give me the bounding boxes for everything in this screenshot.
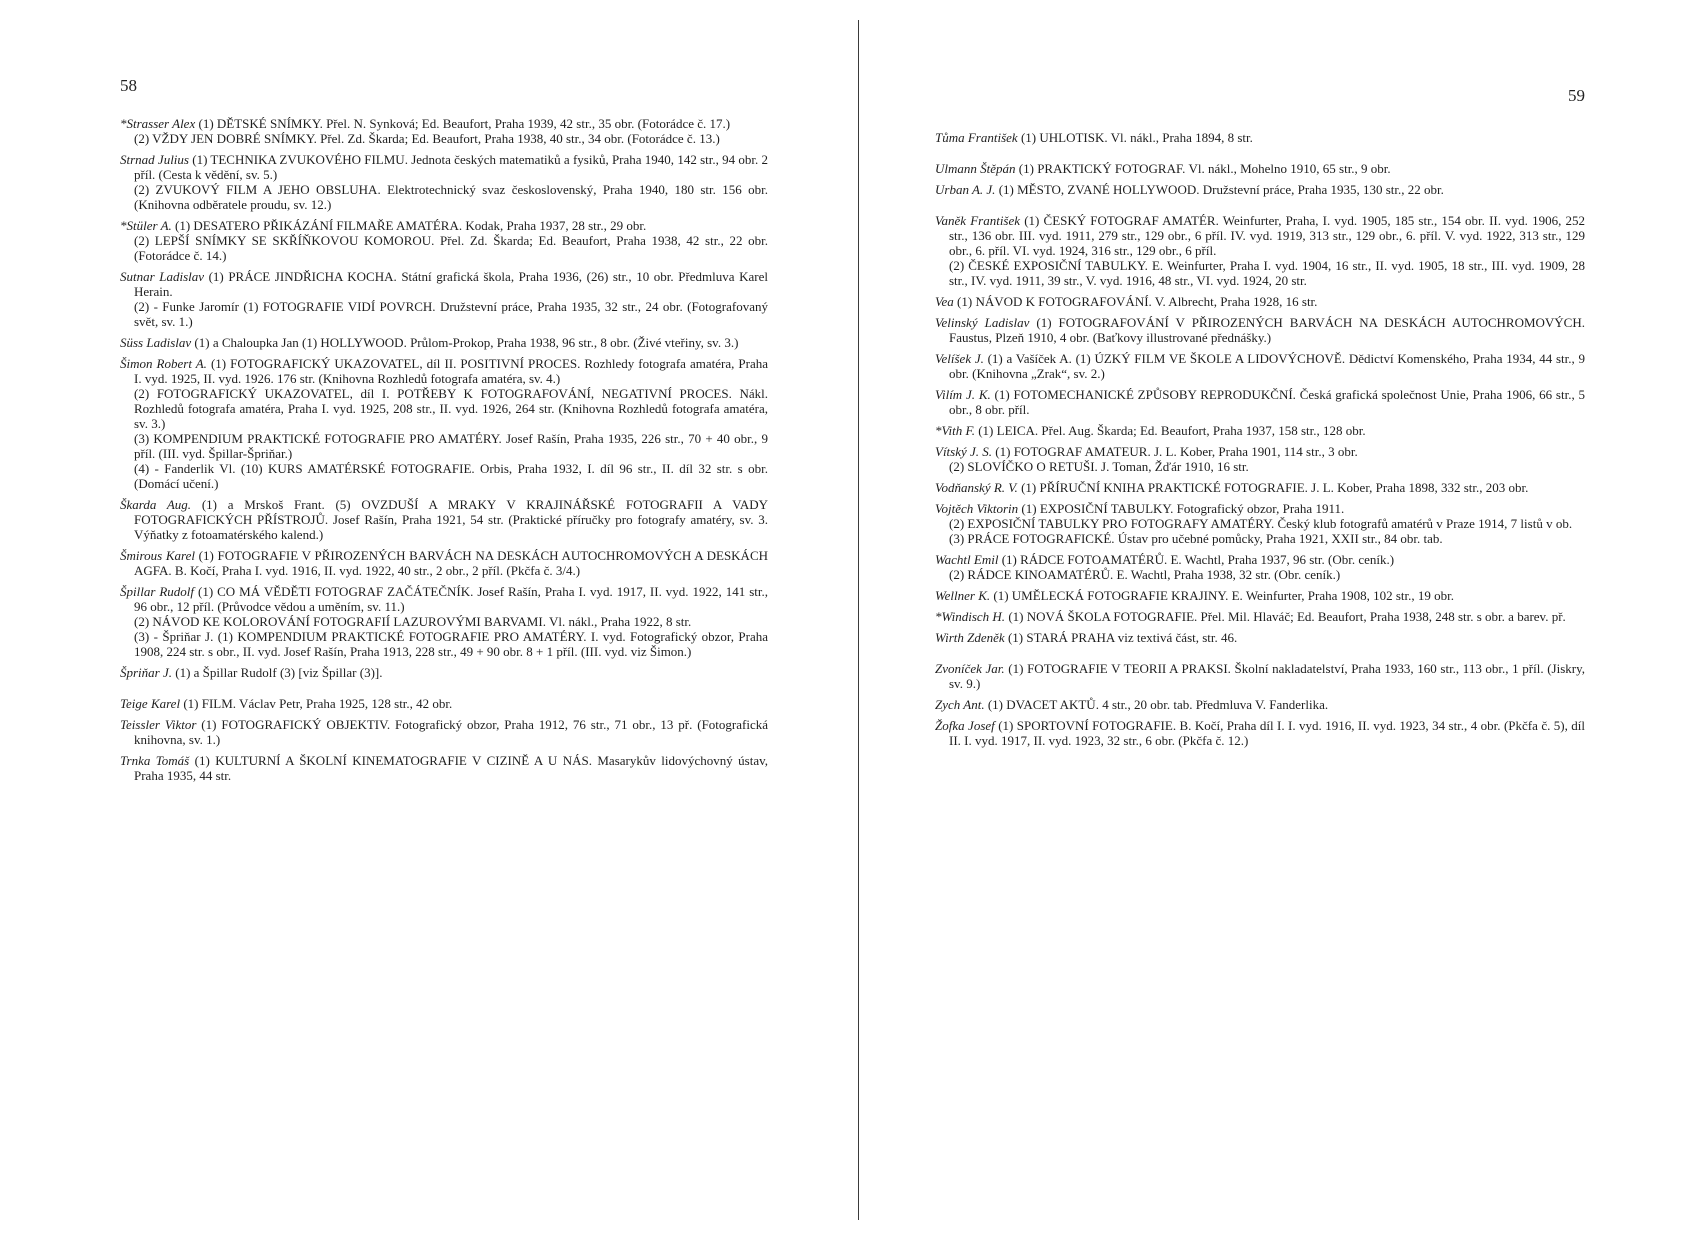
page-gutter <box>858 20 859 1220</box>
entry-text: (1) PŘÍRUČNÍ KNIHA PRAKTICKÉ FOTOGRAFIE. J. L. Kober, Praha 1898, 332 str., 203 obr. <box>1017 480 1529 495</box>
bibliography-entry <box>120 753 768 783</box>
entry-author: Ulmann Štěpán <box>935 161 1016 176</box>
entry-author: Vodňanský R. V. <box>935 480 1018 495</box>
entry-subitem: (2) ZVUKOVÝ FILM A JEHO OBSLUHA. Elektrotechnický svaz československý, Praha 1940, 180 str. 156 obr. (Knihovna odběratele proudu, sv. 12.) <box>134 182 768 212</box>
entry-author: Zvoníček Jar. <box>935 661 1005 676</box>
entry-text: (1) FOTOMECHANICKÉ ZPŮSOBY REPRODUKČNÍ. Česká grafická společnost Unie, Praha 1906, 66 str., 5 obr., 8 obr. příl. <box>949 387 1585 417</box>
entry-author: *Stüler A. <box>120 218 172 233</box>
entry-text: (1) SPORTOVNÍ FOTOGRAFIE. B. Kočí, Praha díl I. I. vyd. 1916, II. vyd. 1923, 34 str., 4 obr. (Pkčfa č. 5), díl II. I. vyd. 1917, II. vyd. 1923, 32 str., 6 obr. (Pkčfa č. 12.) <box>949 718 1586 748</box>
entry-text: (1) NÁVOD K FOTOGRAFOVÁNÍ. V. Albrecht, Praha 1928, 16 str. <box>953 294 1318 309</box>
bibliography-entry <box>120 152 768 212</box>
left-entry-list <box>120 116 768 789</box>
entry-author: Špriňar J. <box>120 665 172 680</box>
entry-subitem: (2) ČESKÉ EXPOSIČNÍ TABULKY. E. Weinfurter, Praha I. vyd. 1904, 16 str., II. vyd. 1905, 18 str., III. vyd. 1909, 28 str., IV. vyd. 1911, 39 str., V. vyd. 1916, 48 str., VI. vyd. 1924, 20 str. <box>949 258 1585 288</box>
entry-subitem: (4) - Fanderlik Vl. (10) KURS AMATÉRSKÉ FOTOGRAFIE. Orbis, Praha 1932, I. díl 96 str., II. díl 32 str. s obr. (Domácí učení.) <box>134 461 768 491</box>
entry-text: (1) DĚTSKÉ SNÍMKY. Přel. N. Synková; Ed. Beaufort, Praha 1939, 42 str., 35 obr. (Fotorádce č. 17.) <box>195 116 731 131</box>
bibliography-entry <box>120 356 768 491</box>
bibliography-entry <box>120 335 768 350</box>
entry-text: (1) FOTOGRAFICKÝ UKAZOVATEL, díl II. POSITIVNÍ PROCES. Rozhledy fotografa amatéra, Praha I. vyd. 1925, II. vyd. 1926. 176 str. (Knihovna Rozhledů fotografa amatéra, sv. 4.) <box>134 356 768 386</box>
entry-author: Strnad Julius <box>120 152 189 167</box>
entry-subitem: (3) - Špriňar J. (1) KOMPENDIUM PRAKTICKÉ FOTOGRAFIE PRO AMATÉRY. I. vyd. Fotografický obzor, Praha 1908, 224 str. s obr., II. vyd. Josef Rašín, Praha 1913, 228 str., 49 + 90 obr. 8 + 1 příl. (III. vyd. viz Šimon.) <box>134 629 768 659</box>
entry-text: (1) FOTOGRAFICKÝ OBJEKTIV. Fotografický obzor, Praha 1912, 76 str., 71 obr., 13 př. (Fotografická knihovna, sv. 1.) <box>134 717 768 747</box>
bibliography-entry <box>935 501 1585 546</box>
entry-author: Vojtěch Viktorin <box>935 501 1019 516</box>
right-entry-list <box>935 130 1585 754</box>
bibliography-entry <box>120 218 768 263</box>
entry-text: (1) PRÁCE JINDŘICHA KOCHA. Státní grafická škola, Praha 1936, (26) str., 10 obr. Předmluva Karel Herain. <box>134 269 768 299</box>
entry-author: Velíšek J. <box>935 351 984 366</box>
entry-author: Sutnar Ladislav <box>120 269 205 284</box>
page-number-left: 58 <box>120 76 137 95</box>
entry-author: Špillar Rudolf <box>120 584 195 599</box>
entry-text: (1) FOTOGRAF AMATEUR. J. L. Kober, Praha 1901, 114 str., 3 obr. <box>992 444 1358 459</box>
entry-text: (1) MĚSTO, ZVANÉ HOLLYWOOD. Družstevní práce, Praha 1935, 130 str., 22 obr. <box>995 182 1444 197</box>
entry-author: Vítský J. S. <box>935 444 993 459</box>
entry-text: (1) CO MÁ VĚDĚTI FOTOGRAF ZAČÁTEČNÍK. Josef Rašín, Praha I. vyd. 1917, II. vyd. 1922, 141 str., 96 obr., 12 příl. (Průvodce vědou a uměním, sv. 11.) <box>134 584 768 614</box>
entry-text: (1) KULTURNÍ A ŠKOLNÍ KINEMATOGRAFIE V CIZINĚ A U NÁS. Masarykův lidovýchovný ústav, Praha 1935, 44 str. <box>134 753 768 783</box>
entry-author: Teige Karel <box>120 696 181 711</box>
entry-text: (1) FOTOGRAFIE V TEORII A PRAKSI. Školní nakladatelství, Praha 1933, 160 str., 113 obr., 1 příl. (Jiskry, sv. 9.) <box>949 661 1585 691</box>
entry-text: (1) RÁDCE FOTOAMATÉRŮ. E. Wachtl, Praha 1937, 96 str. (Obr. ceník.) <box>998 552 1395 567</box>
bibliography-entry <box>935 718 1585 748</box>
entry-author: Vaněk František <box>935 213 1021 228</box>
entry-subitem: (2) RÁDCE KINOAMATÉRŮ. E. Wachtl, Praha 1938, 32 str. (Obr. ceník.) <box>949 567 1341 582</box>
entry-author: Zych Ant. <box>935 697 985 712</box>
entry-author: Šmirous Karel <box>120 548 195 563</box>
entry-author: Tůma František <box>935 130 1018 145</box>
bibliography-entry <box>935 552 1585 582</box>
bibliography-entry <box>935 161 1585 176</box>
bibliography-entry <box>935 661 1585 691</box>
entry-text: (1) a Vašíček A. (1) ÚZKÝ FILM VE ŠKOLE A LIDOVÝCHOVĚ. Dědictví Komenského, Praha 1934, 44 str., 9 obr. (Knihovna „Zrak“, sv. 2.) <box>949 351 1585 381</box>
bibliography-entry <box>935 423 1585 438</box>
bibliography-entry <box>935 588 1585 603</box>
entry-author: Velinský Ladislav <box>935 315 1030 330</box>
entry-author: Wirth Zdeněk <box>935 630 1005 645</box>
bibliography-entry <box>120 548 768 578</box>
entry-text: (1) a Chaloupka Jan (1) HOLLYWOOD. Průlom-Prokop, Praha 1938, 96 str., 8 obr. (Živé vteřiny, sv. 3.) <box>191 335 739 350</box>
entry-text: (1) TECHNIKA ZVUKOVÉHO FILMU. Jednota českých matematiků a fysiků, Praha 1940, 142 str., 94 obr. 2 příl. (Cesta k vědění, sv. 5.) <box>134 152 768 182</box>
bibliography-entry <box>120 665 768 680</box>
entry-subitem: (3) KOMPENDIUM PRAKTICKÉ FOTOGRAFIE PRO AMATÉRY. Josef Rašín, Praha 1935, 226 str., 70 + 40 obr., 9 příl. (III. vyd. Špillar-Špriňar.) <box>134 431 768 461</box>
bibliography-entry <box>935 387 1585 417</box>
entry-text: (1) ČESKÝ FOTOGRAF AMATÉR. Weinfurter, Praha, I. vyd. 1905, 185 str., 154 obr. II. vyd. 1906, 252 str., 136 obr. III. vyd. 1911, 279 str., 129 obr., 6 příl. IV. vyd. 1919, 313 str., 129 obr., 6. příl. V. vyd. 1922, 313 str., 129 obr., 6. příl. VI. vyd. 1924, 316 str., 129 obr., 6 příl. <box>949 213 1585 258</box>
bibliography-entry <box>120 116 768 146</box>
bibliography-entry <box>935 697 1585 712</box>
page-number-right: 59 <box>1568 86 1585 105</box>
bibliography-entry <box>935 294 1585 309</box>
entry-subitem: (2) VŽDY JEN DOBRÉ SNÍMKY. Přel. Zd. Škarda; Ed. Beaufort, Praha 1938, 40 str., 34 obr. (Fotorádce č. 13.) <box>134 131 720 146</box>
entry-text: (1) NOVÁ ŠKOLA FOTOGRAFIE. Přel. Mil. Hlaváč; Ed. Beaufort, Praha 1938, 248 str. s obr. a barev. př. <box>1005 609 1566 624</box>
bibliography-entry <box>120 497 768 542</box>
entry-author: *Vith F. <box>935 423 975 438</box>
entry-subitem: (3) PRÁCE FOTOGRAFICKÉ. Ústav pro učebné pomůcky, Praha 1921, XXII str., 84 obr. tab. <box>949 531 1443 546</box>
entry-subitem: (2) SLOVÍČKO O RETUŠI. J. Toman, Žďár 1910, 16 str. <box>949 459 1249 474</box>
entry-text: (1) a Špillar Rudolf (3) [viz Špillar (3)]. <box>172 665 383 680</box>
bibliography-entry <box>935 130 1585 145</box>
bibliography-entry <box>120 717 768 747</box>
entry-text: (1) LEICA. Přel. Aug. Škarda; Ed. Beaufort, Praha 1937, 158 str., 128 obr. <box>974 423 1366 438</box>
entry-author: Süss Ladislav <box>120 335 192 350</box>
bibliography-entry <box>935 351 1585 381</box>
entry-text: (1) FOTOGRAFIE V PŘIROZENÝCH BARVÁCH NA DESKÁCH AUTOCHROMOVÝCH A DESKÁCH AGFA. B. Kočí, Praha I. vyd. 1916, II. vyd. 1922, 40 str., 2 obr., 2 příl. (Pkčfa č. 3/4.) <box>134 548 769 578</box>
entry-text: (1) STARÁ PRAHA viz textivá část, str. 46. <box>1004 630 1238 645</box>
bibliography-entry <box>935 480 1585 495</box>
entry-author: Wellner K. <box>935 588 991 603</box>
bibliography-entry <box>120 696 768 711</box>
entry-author: Teissler Viktor <box>120 717 197 732</box>
entry-text: (1) FILM. Václav Petr, Praha 1925, 128 str., 42 obr. <box>180 696 453 711</box>
entry-text: (1) DVACET AKTŮ. 4 str., 20 obr. tab. Předmluva V. Fanderlika. <box>984 697 1329 712</box>
entry-author: Žofka Josef <box>935 718 995 733</box>
entry-author: Vilím J. K. <box>935 387 991 402</box>
entry-subitem: (2) - Funke Jaromír (1) FOTOGRAFIE VIDÍ POVRCH. Družstevní práce, Praha 1935, 32 str., 24 obr. (Fotografovaný svět, sv. 1.) <box>134 299 768 329</box>
entry-subitem: (2) FOTOGRAFICKÝ UKAZOVATEL, díl I. POTŘEBY K FOTOGRAFOVÁNÍ, NEGATIVNÍ PROCES. Nákl. Rozhledů fotografa amatéra, Praha I. vyd. 1925, 208 str., II. vyd. 1926, 264 str. (Knihovna Rozhledů fotografa amatéra, sv. 3.) <box>134 386 768 431</box>
entry-text: (1) PRAKTICKÝ FOTOGRAF. Vl. nákl., Mohelno 1910, 65 str., 9 obr. <box>1015 161 1391 176</box>
entry-subitem: (2) LEPŠÍ SNÍMKY SE SKŘÍŇKOVOU KOMOROU. Přel. Zd. Škarda; Ed. Beaufort, Praha 1938, 42 str., 22 obr. (Fotorádce č. 14.) <box>134 233 768 263</box>
entry-text: (1) FOTOGRAFOVÁNÍ V PŘIROZENÝCH BARVÁCH NA DESKÁCH AUTOCHROMOVÝCH. Faustus, Plzeň 1910, 4 obr. (Baťkovy illustrované přednášky.) <box>949 315 1585 345</box>
bibliography-entry <box>935 609 1585 624</box>
entry-author: *Strasser Alex <box>120 116 196 131</box>
entry-text: (1) DESATERO PŘIKÁZÁNÍ FILMAŘE AMATÉRA. Kodak, Praha 1937, 28 str., 29 obr. <box>171 218 647 233</box>
bibliography-entry <box>120 269 768 329</box>
entry-author: Trnka Tomáš <box>120 753 190 768</box>
entry-author: Vea <box>935 294 954 309</box>
bibliography-entry <box>935 315 1585 345</box>
bibliography-entry <box>120 584 768 659</box>
bibliography-entry <box>935 630 1585 645</box>
bibliography-entry <box>935 444 1585 474</box>
entry-text: (1) EXPOSIČNÍ TABULKY. Fotografický obzor, Praha 1911. <box>1018 501 1345 516</box>
entry-subitem: (2) NÁVOD KE KOLOROVÁNÍ FOTOGRAFIÍ LAZUROVÝMI BARVAMI. Vl. nákl., Praha 1922, 8 str. <box>134 614 692 629</box>
entry-text: (1) a Mrskoš Frant. (5) OVZDUŠÍ A MRAKY V KRAJINÁŘSKÉ FOTOGRAFII A VADY FOTOGRAFICKÝCH PŘÍSTROJŮ. Josef Rašín, Praha 1921, 54 str. (Praktické příručky pro fotografy amatéry, sv. 3. Výňatky z fotoamatérského kalend.) <box>134 497 768 542</box>
entry-author: *Windisch H. <box>935 609 1006 624</box>
entry-author: Šimon Robert A. <box>120 356 207 371</box>
bibliography-entry <box>935 213 1585 288</box>
entry-text: (1) UHLOTISK. Vl. nákl., Praha 1894, 8 str. <box>1017 130 1253 145</box>
entry-text: (1) UMĚLECKÁ FOTOGRAFIE KRAJINY. E. Weinfurter, Praha 1908, 102 str., 19 obr. <box>990 588 1455 603</box>
entry-author: Wachtl Emil <box>935 552 999 567</box>
entry-subitem: (2) EXPOSIČNÍ TABULKY PRO FOTOGRAFY AMATÉRY. Český klub fotografů amatérů v Praze 1914, 7 listů v ob. <box>949 516 1573 531</box>
bibliography-entry <box>935 182 1585 197</box>
entry-author: Škarda Aug. <box>120 497 192 512</box>
entry-author: Urban A. J. <box>935 182 996 197</box>
